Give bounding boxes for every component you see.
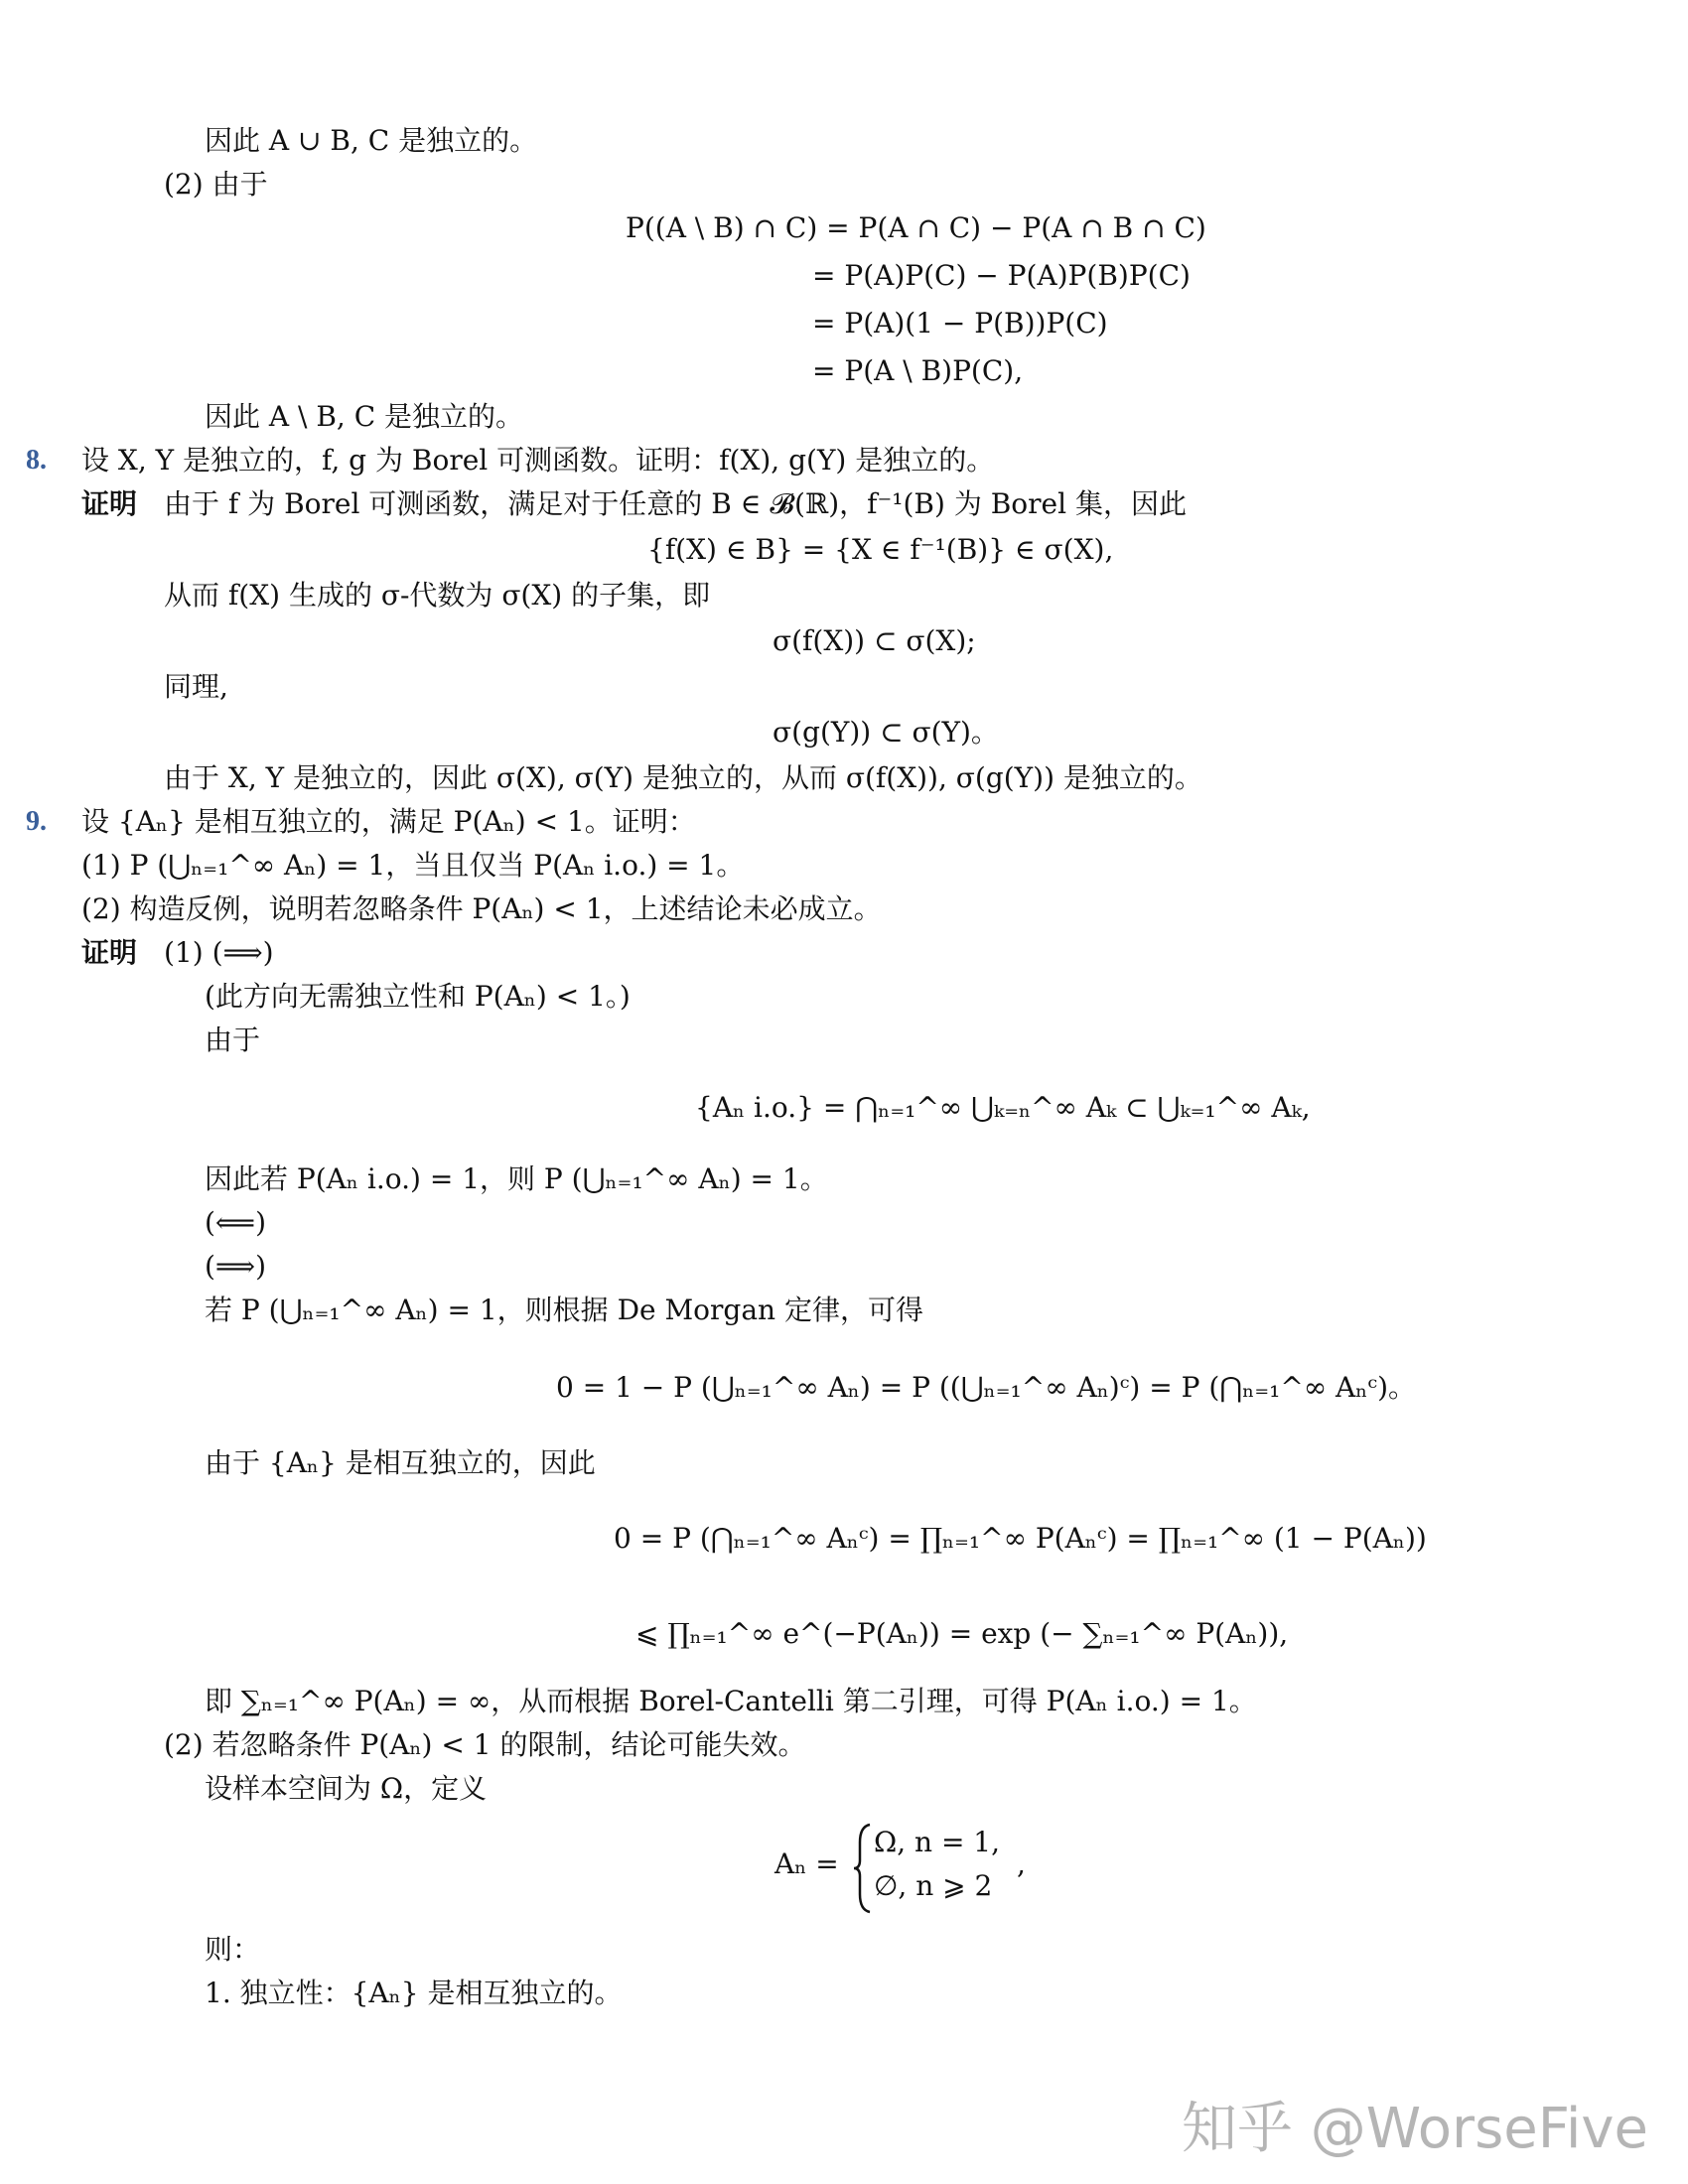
- proof-label: 证明: [81, 936, 138, 969]
- text-line: 由于 X, Y 是独立的，因此 σ(X), σ(Y) 是独立的，从而 σ(f(X)), σ(g(Y)) 是独立的。: [164, 761, 1202, 794]
- piecewise-case: ∅, n ⩾ 2: [874, 1869, 993, 1902]
- equation-line: P((A \ B) ∩ C) = P(A ∩ C) − P(A ∩ B ∩ C): [626, 211, 1206, 244]
- text-line: 即 ∑ₙ₌₁^∞ P(Aₙ) = ∞，从而根据 Borel-Cantelli 第二引理，可得 P(Aₙ i.o.) = 1。: [205, 1685, 1257, 1717]
- equation-line: σ(g(Y)) ⊂ σ(Y)。: [773, 716, 999, 749]
- problem-part: (2) 构造反例，说明若忽略条件 P(Aₙ) < 1，上述结论未必成立。: [81, 892, 882, 925]
- text-line: (此方向无需独立性和 P(Aₙ) < 1。): [205, 980, 631, 1013]
- text-line: 1. 独立性：{Aₙ} 是相互独立的。: [205, 1977, 623, 2009]
- text-line: (1) (⟹): [164, 936, 274, 969]
- left-brace: [852, 1823, 874, 1914]
- equation-line: {Aₙ i.o.} = ⋂ₙ₌₁^∞ ⋃ₖ₌ₙ^∞ Aₖ ⊂ ⋃ₖ₌₁^∞ Aₖ,: [695, 1091, 1311, 1124]
- watermark: 知乎 @WorseFive: [1181, 2097, 1648, 2161]
- piecewise-lhs: Aₙ =: [774, 1847, 839, 1880]
- punctuation: ,: [1017, 1847, 1026, 1880]
- problem-statement: 设 {Aₙ} 是相互独立的，满足 P(Aₙ) < 1。证明：: [81, 805, 696, 838]
- proof-label: 证明: [81, 487, 138, 520]
- text-line: 由于 f 为 Borel 可测函数，满足对于任意的 B ∈ 𝓑(ℝ)，f⁻¹(B) 为 Borel 集，因此: [164, 487, 1187, 520]
- text-line: (⟹): [205, 1250, 266, 1283]
- text-line: 因此若 P(Aₙ i.o.) = 1，则 P (⋃ₙ₌₁^∞ Aₙ) = 1。: [205, 1162, 828, 1195]
- problem-part: (1) P (⋃ₙ₌₁^∞ Aₙ) = 1，当且仅当 P(Aₙ i.o.) = 1。: [81, 849, 745, 882]
- equation-line: 0 = P (⋂ₙ₌₁^∞ Aₙᶜ) = ∏ₙ₌₁^∞ P(Aₙᶜ) = ∏ₙ₌₁^∞ (1 − P(Aₙ)): [614, 1522, 1427, 1555]
- text-line: (⟸): [205, 1206, 266, 1239]
- equation-line: ⩽ ∏ₙ₌₁^∞ e^(−P(Aₙ)) = exp (− ∑ₙ₌₁^∞ P(Aₙ)),: [635, 1617, 1289, 1650]
- text-line: 则：: [205, 1933, 261, 1966]
- equation-line: = P(A \ B)P(C),: [812, 354, 1024, 387]
- text-line: (2) 若忽略条件 P(Aₙ) < 1 的限制，结论可能失效。: [164, 1728, 806, 1761]
- equation-line: σ(f(X)) ⊂ σ(X);: [773, 624, 976, 657]
- text-line: 由于: [205, 1024, 261, 1056]
- text-line: 因此 A ∪ B, C 是独立的。: [205, 124, 538, 157]
- text-line: 同理,: [164, 670, 228, 703]
- text-line: 由于 {Aₙ} 是相互独立的，因此: [205, 1446, 596, 1479]
- equation-line: 0 = 1 − P (⋃ₙ₌₁^∞ Aₙ) = P ((⋃ₙ₌₁^∞ Aₙ)ᶜ) = P (⋂ₙ₌₁^∞ Aₙᶜ)。: [556, 1371, 1416, 1404]
- equation-line: = P(A)(1 − P(B))P(C): [812, 307, 1108, 340]
- text-line: 因此 A \ B, C 是独立的。: [205, 400, 524, 433]
- text-line: 若 P (⋃ₙ₌₁^∞ Aₙ) = 1，则根据 De Morgan 定律，可得: [205, 1294, 923, 1326]
- text-line: (2) 由于: [164, 168, 268, 201]
- text-line: 设样本空间为 Ω，定义: [205, 1772, 488, 1805]
- problem-statement: 设 X, Y 是独立的，f, g 为 Borel 可测函数。证明：f(X), g(Y) 是独立的。: [81, 444, 995, 477]
- equation-line: {f(X) ∈ B} = {X ∈ f⁻¹(B)} ∈ σ(X),: [647, 533, 1114, 566]
- equation-line: = P(A)P(C) − P(A)P(B)P(C): [812, 259, 1191, 292]
- text-line: 从而 f(X) 生成的 σ-代数为 σ(X) 的子集，即: [164, 579, 711, 612]
- piecewise-case: Ω, n = 1,: [874, 1826, 1001, 1858]
- problem-number: 8.: [26, 445, 47, 476]
- problem-number: 9.: [26, 806, 47, 837]
